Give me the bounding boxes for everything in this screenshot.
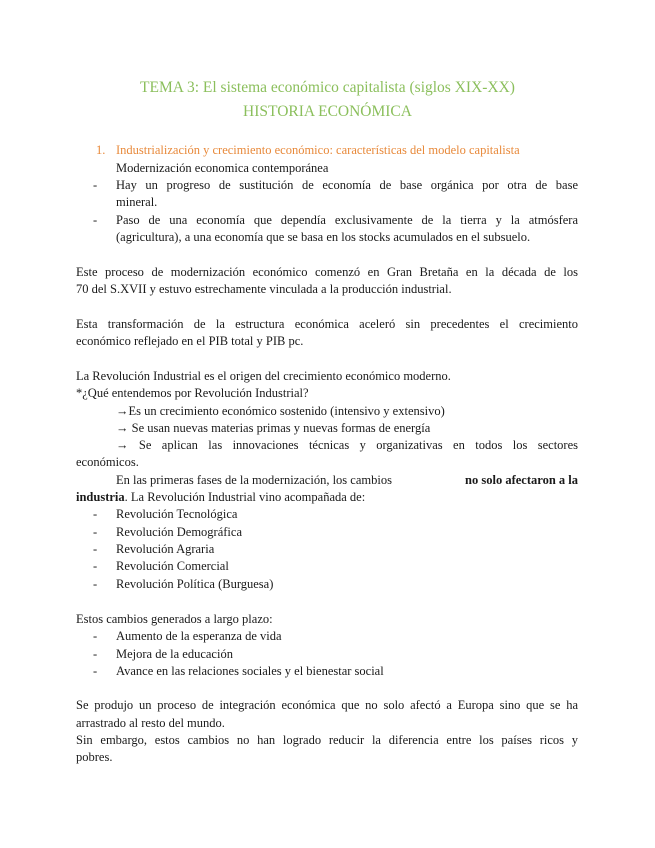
- list-item: Revolución Agraria: [116, 542, 215, 556]
- paragraph-text: En las primeras fases de la modernización, los cambios: [116, 473, 392, 487]
- list-item: Revolución Política (Burguesa): [116, 577, 274, 591]
- document-title: TEMA 3: El sistema económico capitalista (siglos XIX-XX): [140, 79, 515, 96]
- list-item: Avance en las relaciones sociales y el bienestar social: [116, 664, 384, 678]
- bullet-dash: -: [93, 178, 98, 192]
- bullet-dash: -: [93, 213, 98, 227]
- paragraph-line: pobres.: [76, 750, 113, 764]
- paragraph-line: arrastrado al resto del mundo.: [76, 716, 225, 730]
- bullet-dash: -: [93, 525, 98, 539]
- paragraph-line: Sin embargo, estos cambios no han logrado reducir la diferencia entre los países ricos y: [76, 733, 578, 747]
- paragraph-line: 70 del S.XVII y estuvo estrechamente vinculada a la producción industrial.: [76, 282, 452, 296]
- bullet-dash: -: [93, 559, 98, 573]
- paragraph-line: Estos cambios generados a largo plazo:: [76, 612, 273, 626]
- bullet-dash: -: [93, 647, 98, 661]
- list-item-continuation: (agricultura), a una economía que se basa en los stocks acumulados en el subsuelo.: [116, 230, 531, 244]
- paragraph-line: Se produjo un proceso de integración económica que no solo afectó a Europa sino que se ha: [76, 698, 578, 712]
- paragraph-text: . La Revolución Industrial vino acompañada de:: [124, 490, 366, 504]
- question-line: *¿Qué entendemos por Revolución Industrial?: [76, 386, 309, 400]
- paragraph-line: Este proceso de modernización económico comenzó en Gran Bretaña en la década de los: [76, 265, 578, 279]
- list-item: Hay un progreso de sustitución de economía de base orgánica por otra de base: [116, 178, 578, 192]
- paragraph-line: [116, 472, 578, 490]
- bold-emphasis: no solo afectaron a la: [465, 473, 578, 487]
- arrow-point: →Es un crecimiento económico sostenido (intensivo y extensivo): [116, 404, 445, 418]
- section-heading: Industrialización y crecimiento económico: características del modelo capitalista: [116, 143, 520, 157]
- section-number: 1.: [96, 143, 106, 157]
- bullet-dash: -: [93, 542, 98, 556]
- arrow-point-continuation: económicos.: [76, 455, 139, 469]
- paragraph-line: La Revolución Industrial es el origen del crecimiento económico moderno.: [76, 369, 451, 383]
- list-item: Revolución Demográfica: [116, 525, 242, 539]
- list-item: Mejora de la educación: [116, 647, 233, 661]
- bold-emphasis: industria: [76, 490, 125, 504]
- bullet-dash: -: [93, 577, 98, 591]
- arrow-point: → Se aplican las innovaciones técnicas y organizativas en todos los sectores: [116, 438, 578, 452]
- paragraph-line: Esta transformación de la estructura económica aceleró sin precedentes el crecimiento: [76, 317, 578, 331]
- arrow-point: → Se usan nuevas materias primas y nuevas formas de energía: [116, 421, 431, 435]
- list-item-continuation: mineral.: [116, 195, 158, 209]
- document-subtitle: HISTORIA ECONÓMICA: [243, 103, 412, 120]
- paragraph-line: [76, 489, 578, 507]
- paragraph-line: económico reflejado en el PIB total y PIB pc.: [76, 334, 304, 348]
- list-item: Revolución Tecnológica: [116, 507, 238, 521]
- bullet-dash: -: [93, 664, 98, 678]
- list-item: Revolución Comercial: [116, 559, 229, 573]
- list-item: Paso de una economía que dependía exclusivamente de la tierra y la atmósfera: [116, 213, 578, 227]
- bullet-dash: -: [93, 507, 98, 521]
- bullet-dash: -: [93, 629, 98, 643]
- section-subheading: Modernización economica contemporánea: [116, 161, 329, 175]
- list-item: Aumento de la esperanza de vida: [116, 629, 282, 643]
